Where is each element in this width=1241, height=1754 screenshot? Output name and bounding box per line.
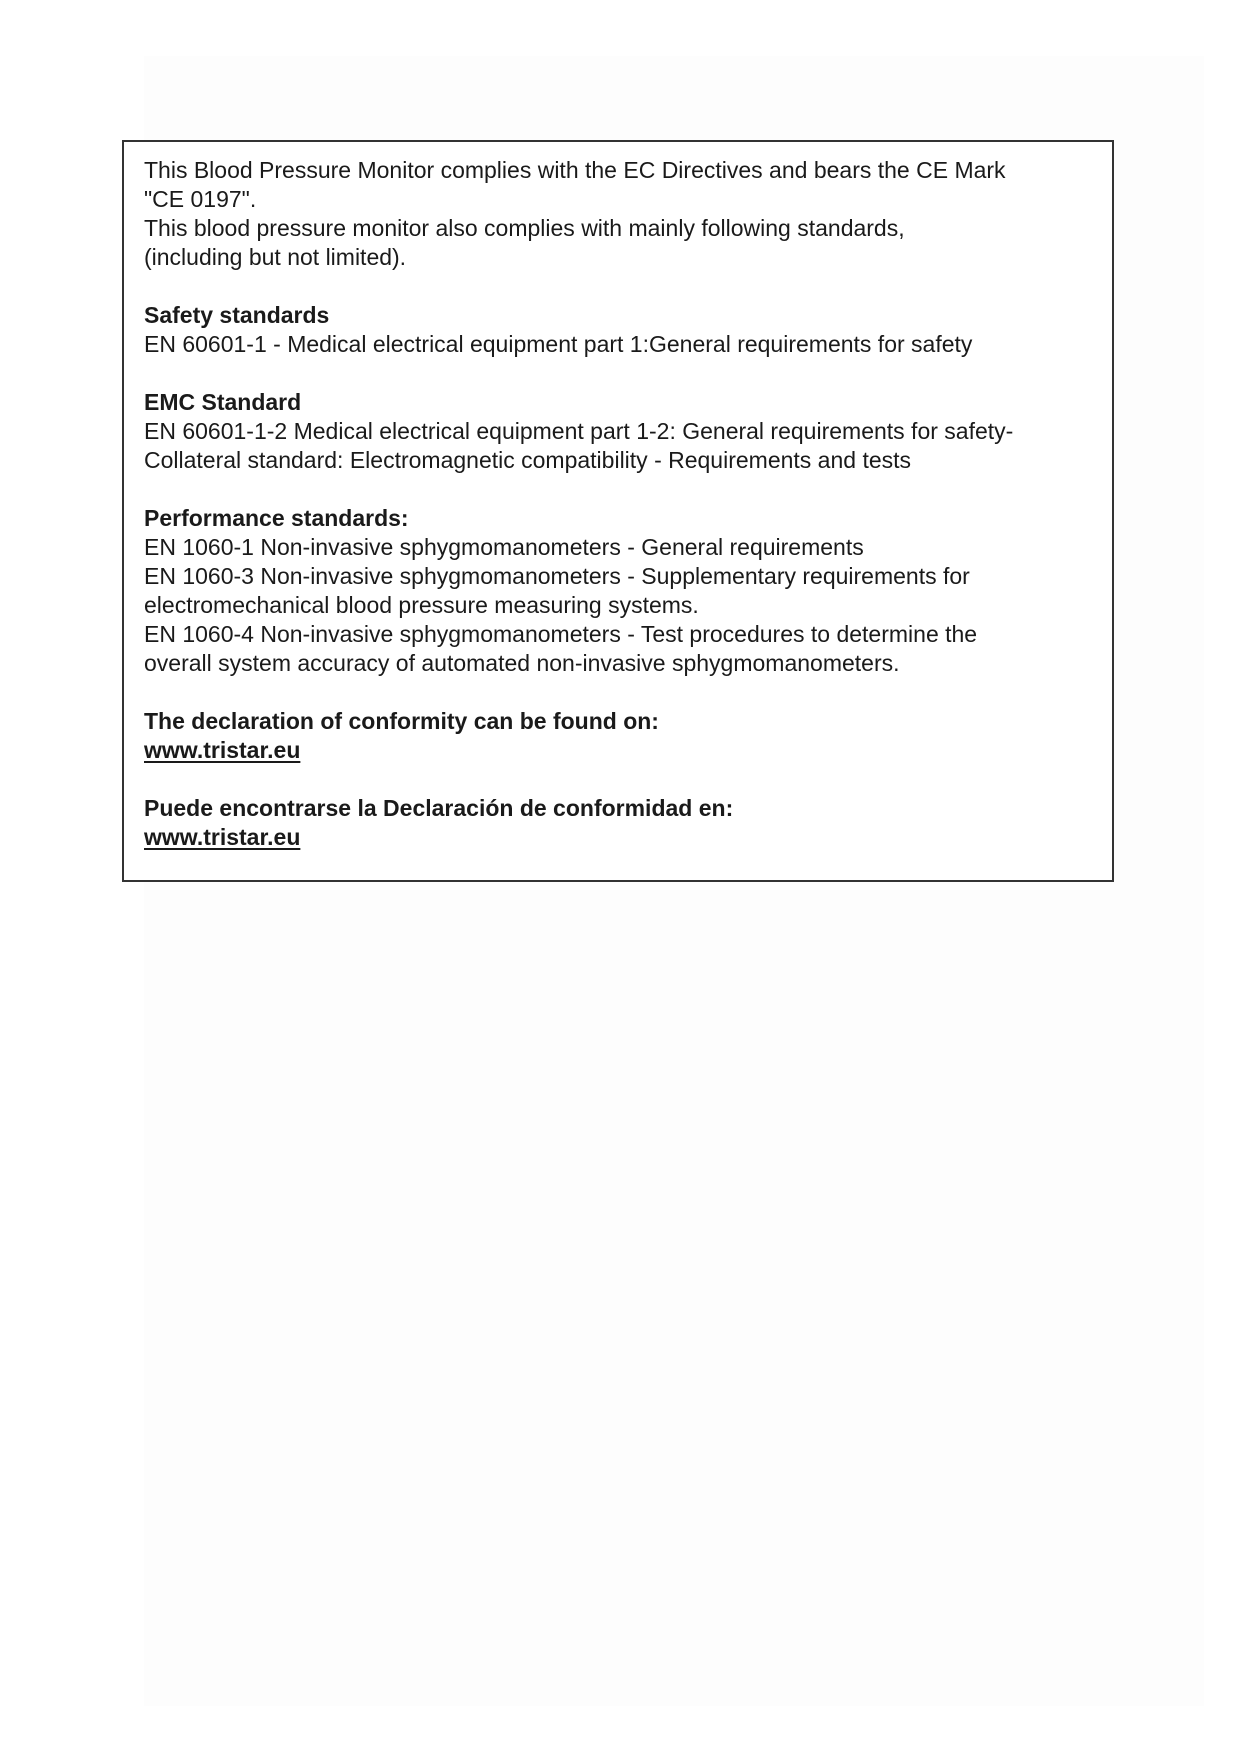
performance-line-4: EN 1060-4 Non-invasive sphygmomanometers - Test procedures to determine the (144, 621, 978, 647)
spacer (144, 678, 1092, 707)
intro-line-4: (including but not limited). (144, 244, 407, 270)
safety-heading: Safety standards (144, 302, 330, 328)
declaration-en-heading: The declaration of conformity can be found on: (144, 708, 659, 734)
declaration-es-section (144, 794, 1092, 852)
intro-line-3: This blood pressure monitor also complies with mainly following standards, (144, 215, 905, 241)
performance-section (144, 504, 1092, 678)
emc-line-1: EN 60601-1-2 Medical electrical equipment part 1-2: General requirements for safety- (144, 418, 1014, 444)
spacer (144, 765, 1092, 794)
emc-section (144, 388, 1092, 475)
intro-line-2: "CE 0197". (144, 186, 257, 212)
spacer (144, 475, 1092, 504)
declaration-es-link[interactable]: www.tristar.eu (144, 824, 301, 850)
declaration-es-heading: Puede encontrarse la Declaración de conformidad en: (144, 795, 734, 821)
emc-line-2: Collateral standard: Electromagnetic compatibility - Requirements and tests (144, 447, 912, 473)
performance-heading: Performance standards: (144, 505, 409, 531)
spacer (144, 359, 1092, 388)
emc-heading: EMC Standard (144, 389, 302, 415)
intro-line-1: This Blood Pressure Monitor complies with the EC Directives and bears the CE Mark (144, 157, 1006, 183)
performance-line-2: EN 1060-3 Non-invasive sphygmomanometers - Supplementary requirements for (144, 563, 970, 589)
safety-line-1: EN 60601-1 - Medical electrical equipment part 1:General requirements for safety (144, 331, 973, 357)
declaration-en-link[interactable]: www.tristar.eu (144, 737, 301, 763)
performance-line-5: overall system accuracy of automated non-invasive sphygmomanometers. (144, 650, 900, 676)
spacer (144, 272, 1092, 301)
performance-line-3: electromechanical blood pressure measuring systems. (144, 592, 699, 618)
intro-section (144, 156, 1092, 272)
declaration-en-section (144, 707, 1092, 765)
performance-line-1: EN 1060-1 Non-invasive sphygmomanometers - General requirements (144, 534, 864, 560)
safety-section (144, 301, 1092, 359)
compliance-box (122, 140, 1114, 882)
